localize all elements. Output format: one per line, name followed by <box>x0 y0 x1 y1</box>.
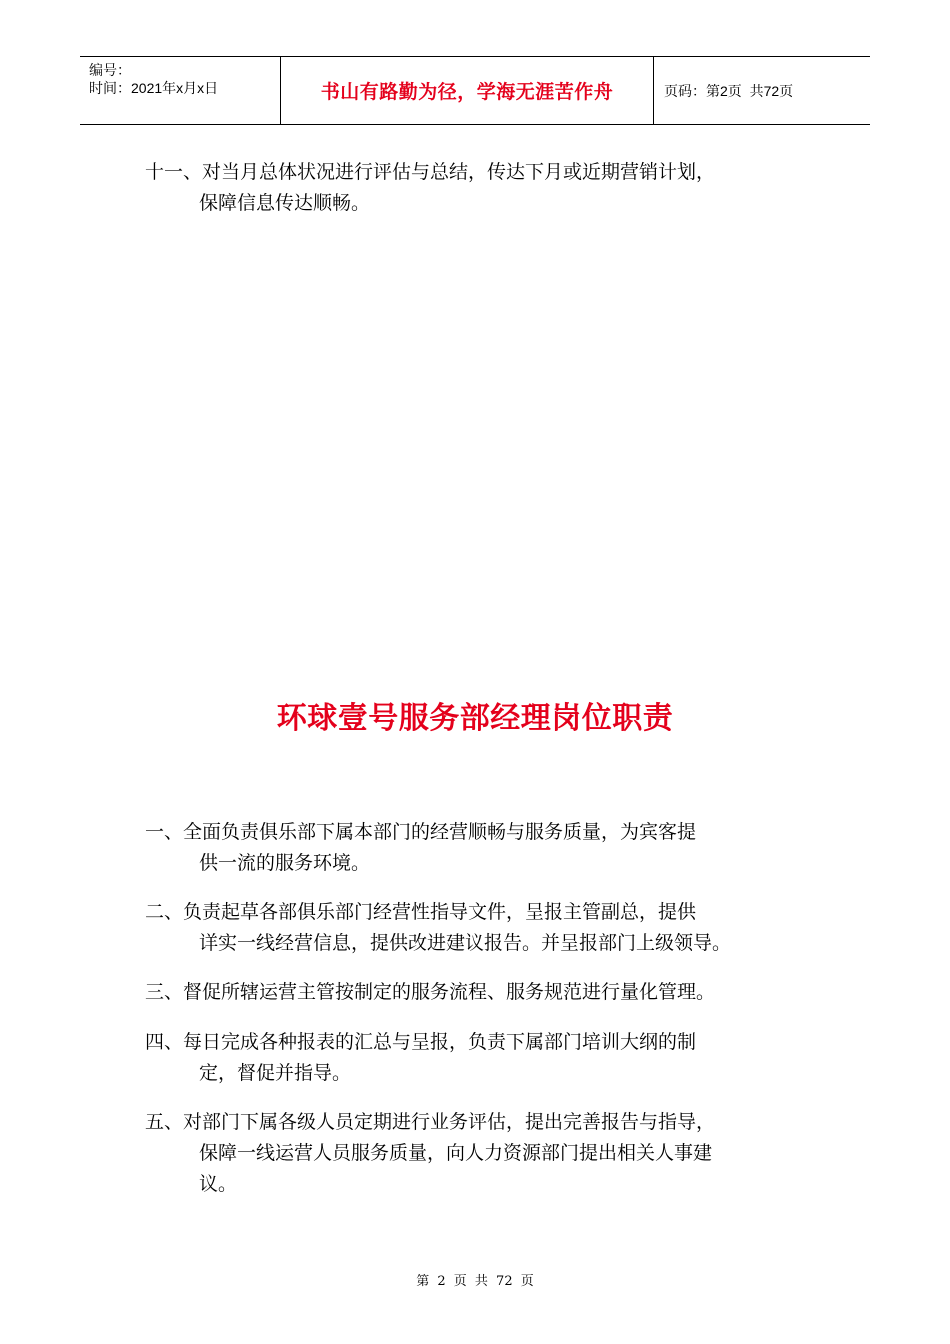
item-line-continued: 保障一线运营人员服务质量，向人力资源部门提出相关人事建 <box>199 1142 713 1164</box>
header-meta-cell <box>80 57 281 124</box>
document-date-label: 时间：2021年x月x日 <box>89 80 219 96</box>
duty-item-1 <box>145 817 835 879</box>
header-page-cell <box>654 57 870 124</box>
intro-item <box>145 157 835 219</box>
duty-item-3 <box>145 977 835 1008</box>
page-footer: 第 2 页 共 72 页 <box>416 1274 534 1289</box>
header-page-label: 页码：第2页 共72页 <box>664 82 794 99</box>
item-line-continued: 详实一线经营信息，提供改进建议报告。并呈报部门上级领导。 <box>199 932 732 954</box>
duty-item-5 <box>145 1107 835 1200</box>
duty-item-2 <box>145 897 835 959</box>
header-table <box>80 56 870 125</box>
item-line: 督促所辖运营主管按制定的服务流程、服务规范进行量化管理。 <box>183 981 716 1003</box>
item-number: 三、 <box>145 981 184 1003</box>
item-number: 十一、 <box>145 161 203 183</box>
item-line: 对部门下属各级人员定期进行业务评估，提出完善报告与指导， <box>183 1111 716 1133</box>
item-line-continued: 供一流的服务环境。 <box>199 852 371 874</box>
item-line-continued: 保障信息传达顺畅。 <box>199 192 371 214</box>
item-number: 四、 <box>145 1031 184 1053</box>
header-motto: 书山有路勤为径，学海无涯苦作舟 <box>281 57 654 124</box>
section-title: 环球壹号服务部经理岗位职责 <box>276 701 674 736</box>
item-line-continued: 定，督促并指导。 <box>199 1062 352 1084</box>
item-line: 负责起草各部俱乐部门经营性指导文件，呈报主管副总，提供 <box>183 901 697 923</box>
document-number-label: 编号： <box>89 62 131 78</box>
item-line: 全面负责俱乐部下属本部门的经营顺畅与服务质量，为宾客提 <box>183 821 697 843</box>
item-line: 每日完成各种报表的汇总与呈报，负责下属部门培训大纲的制 <box>183 1031 697 1053</box>
duty-item-4 <box>145 1027 835 1089</box>
item-line: 对当月总体状况进行评估与总结，传达下月或近期营销计划， <box>202 161 716 183</box>
item-number: 五、 <box>145 1111 184 1133</box>
item-line-continued: 议。 <box>199 1173 238 1195</box>
item-number: 二、 <box>145 901 184 923</box>
item-number: 一、 <box>145 821 184 843</box>
